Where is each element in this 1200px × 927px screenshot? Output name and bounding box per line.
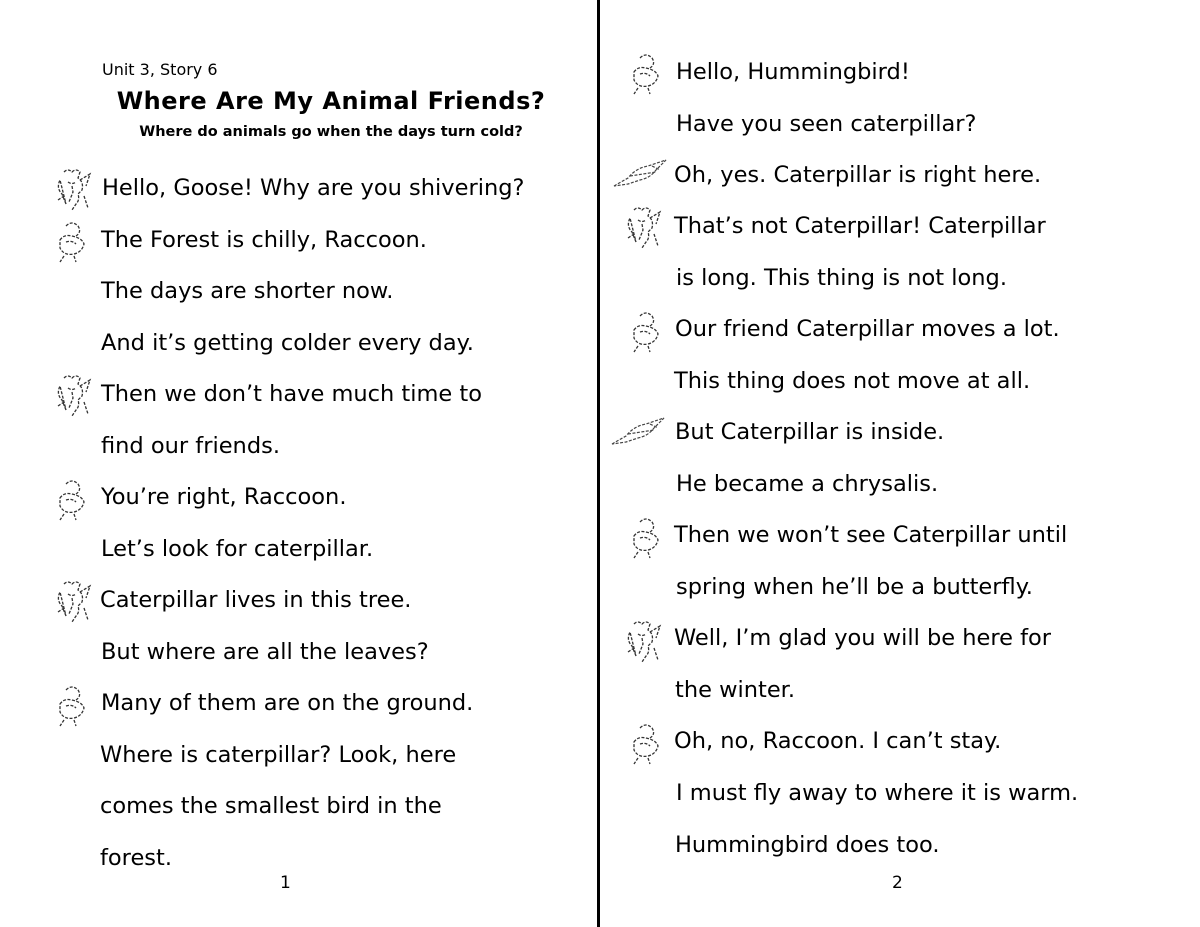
raccoon-icon <box>620 204 666 252</box>
dialogue-line: Then we don’t have much time to <box>101 381 482 407</box>
dialogue-line: Have you seen caterpillar? <box>676 111 977 137</box>
raccoon-icon <box>50 166 96 214</box>
dialogue-line: Many of them are on the ground. <box>101 690 474 716</box>
dialogue-line: Well, I’m glad you will be here for <box>674 625 1052 651</box>
page-divider <box>597 0 600 927</box>
goose-icon <box>50 476 96 524</box>
dialogue-line: Caterpillar lives in this tree. <box>100 587 412 613</box>
goose-icon <box>50 218 96 266</box>
left-page <box>0 0 598 927</box>
raccoon-icon <box>50 372 96 420</box>
dialogue-line: Where is caterpillar? Look, here <box>100 742 457 768</box>
goose-icon <box>50 682 96 730</box>
dialogue-line: the winter. <box>675 677 795 703</box>
dialogue-line: He became a chrysalis. <box>676 471 939 497</box>
goose-icon <box>624 50 670 98</box>
dialogue-line: spring when he’ll be a butterfly. <box>676 574 1033 600</box>
dialogue-line: That’s not Caterpillar! Caterpillar <box>674 213 1046 239</box>
hummingbird-icon <box>612 156 668 192</box>
goose-icon <box>624 720 670 768</box>
dialogue-line: find our friends. <box>101 433 280 459</box>
dialogue-line: Our friend Caterpillar moves a lot. <box>675 316 1060 342</box>
goose-icon <box>624 514 670 562</box>
dialogue-line: Oh, yes. Caterpillar is right here. <box>674 162 1042 188</box>
dialogue-line: comes the smallest bird in the <box>100 793 442 819</box>
story-subtitle: Where do animals go when the days turn cold? <box>139 124 523 140</box>
story-title: Where Are My Animal Friends? <box>116 87 546 115</box>
dialogue-line: The days are shorter now. <box>101 278 394 304</box>
dialogue-line: Hummingbird does too. <box>675 832 940 858</box>
dialogue-line: Oh, no, Raccoon. I can’t stay. <box>674 728 1002 754</box>
unit-label: Unit 3, Story 6 <box>102 60 218 79</box>
raccoon-icon <box>50 578 96 626</box>
dialogue-line: This thing does not move at all. <box>674 368 1031 394</box>
dialogue-line: Hello, Goose! Why are you shivering? <box>102 175 525 201</box>
dialogue-line: Then we won’t see Caterpillar until <box>674 522 1068 548</box>
raccoon-icon <box>620 618 666 666</box>
dialogue-line: I must fly away to where it is warm. <box>676 780 1079 806</box>
dialogue-line: is long. This thing is not long. <box>676 265 1007 291</box>
dialogue-line: Hello, Hummingbird! <box>676 59 910 85</box>
right-page <box>602 0 1200 927</box>
hummingbird-icon <box>610 414 666 450</box>
page-number: 1 <box>280 873 291 893</box>
dialogue-line: And it’s getting colder every day. <box>101 330 474 356</box>
dialogue-line: But where are all the leaves? <box>101 639 429 665</box>
dialogue-line: You’re right, Raccoon. <box>101 484 347 510</box>
dialogue-line: But Caterpillar is inside. <box>675 419 945 445</box>
goose-icon <box>624 308 670 356</box>
page-number: 2 <box>892 873 903 893</box>
dialogue-line: Let’s look for caterpillar. <box>101 536 374 562</box>
dialogue-line: The Forest is chilly, Raccoon. <box>101 227 427 253</box>
dialogue-line: forest. <box>100 845 172 871</box>
